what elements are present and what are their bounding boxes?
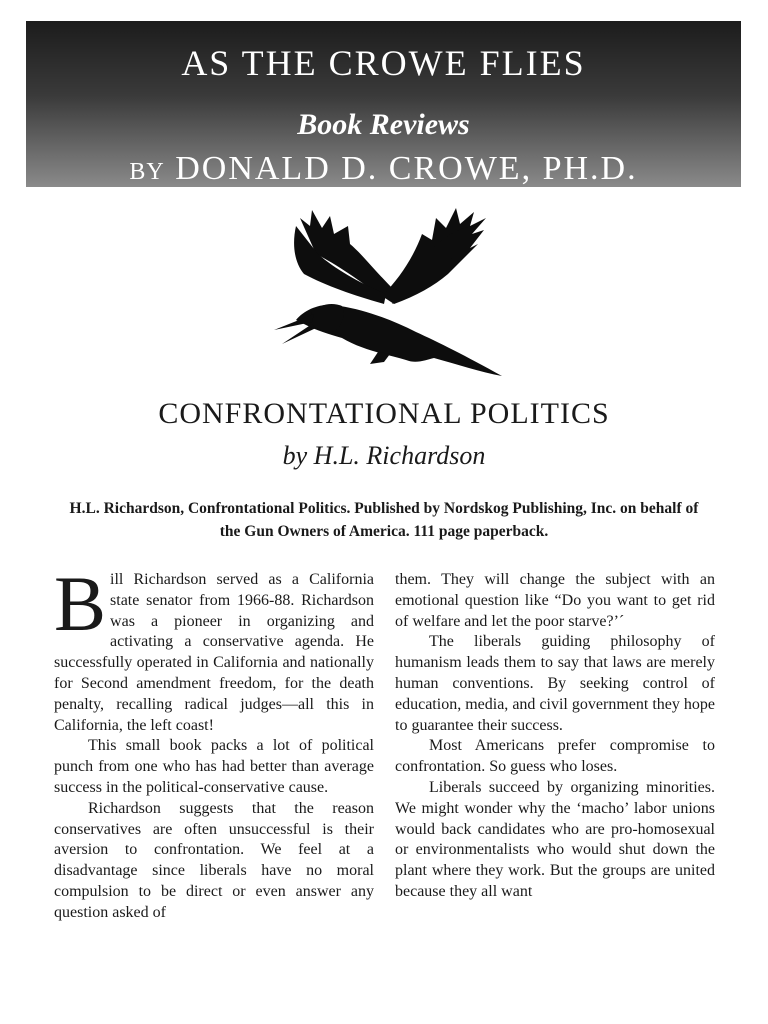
paragraph: them. They will change the subject with an emotional question like “Do you want to get rid of welfare and let the poor starve?’´ [395, 571, 715, 630]
left-column [54, 560, 374, 924]
column-subtitle: Book Reviews [297, 108, 470, 141]
paragraph: Richardson suggests that the reason conservatives are often unsuccessful is their aversion to confrontation. We feel at a disadvantage since liberals have no moral compulsion to be direct or even answer any question asked of [54, 799, 374, 921]
paragraph-text: ill Richardson served as a California state senator from 1966-88. Richardson was a pioneer in organizing and activating a conservative agenda. He successfully operated in California and nationally for Second amendment freedom, for the death penalty, recalling radical judges—all this in California, the left coast! [54, 571, 374, 734]
drop-cap: B [54, 560, 107, 647]
right-column [395, 570, 715, 903]
book-title: CONFRONTATIONAL POLITICS [158, 397, 610, 430]
book-author: by H.L. Richardson [282, 441, 486, 470]
reviewer-line [26, 149, 741, 192]
paragraph: Most Americans prefer compromise to confrontation. So guess who loses. [395, 737, 715, 776]
column-banner [26, 21, 741, 187]
paragraph [54, 560, 374, 736]
book-citation: H.L. Richardson, Confrontational Politics. Published by Nordskog Publishing, Inc. on behalf of the Gun Owners of America. 111 page paperback. [69, 500, 699, 540]
by-label: BY [129, 159, 165, 185]
paragraph: The liberals guiding philosophy of humanism leads them to say that laws are merely human conventions. By seeking control of education, media, and civil government they hope to guarantee their success. [395, 633, 715, 734]
paragraph: This small book packs a lot of political punch from one who has had better than average success in the political-conservative cause. [54, 737, 374, 796]
column-title: AS THE CROWE FLIES [181, 43, 586, 83]
crow-icon [266, 204, 506, 379]
paragraph: Liberals succeed by organizing minorities. We might wonder why the ‘macho’ labor unions would back candidates who are pro-homosexual or environmentalists who would shut down the plant where they work. But the groups are united because they all want [395, 778, 715, 900]
reviewer-name: DONALD D. CROWE, PH.D. [175, 150, 638, 187]
